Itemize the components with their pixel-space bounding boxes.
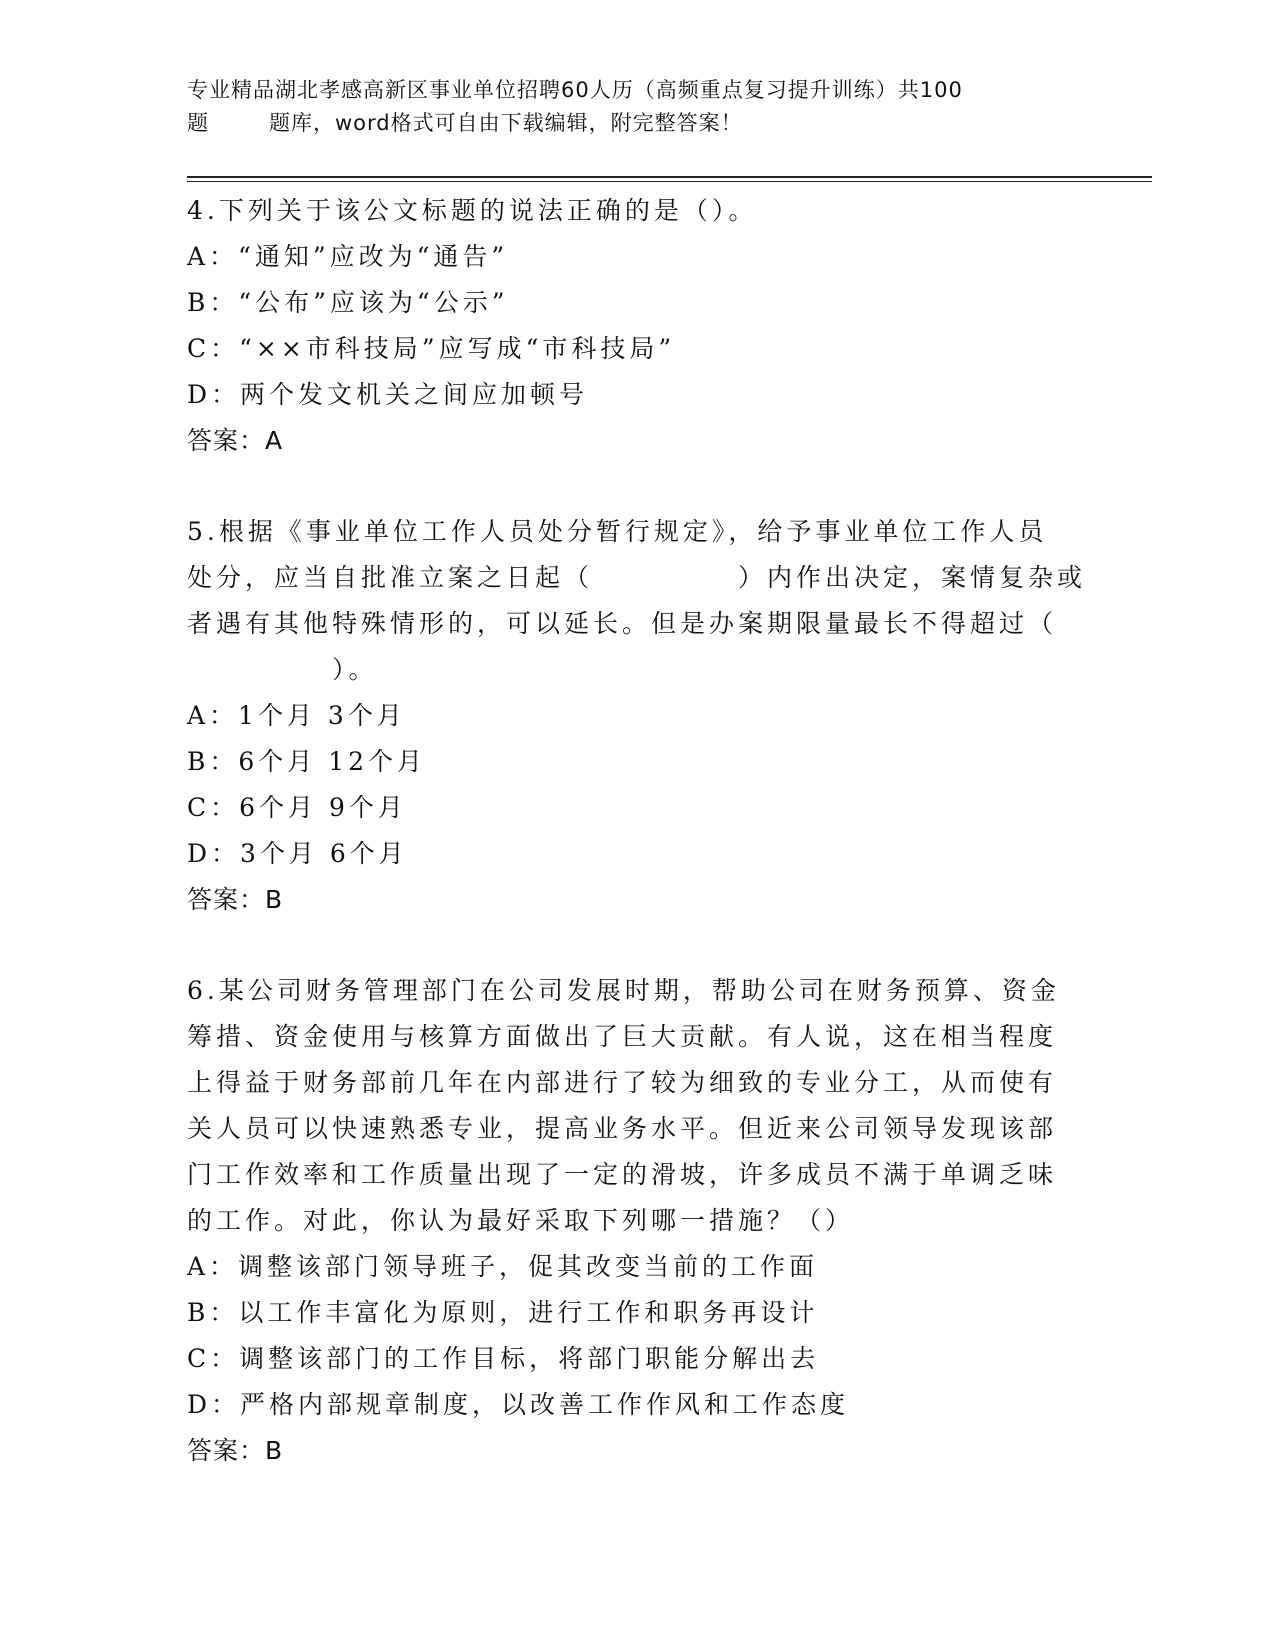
option-d: D：严格内部规章制度，以改善工作作风和工作态度 xyxy=(187,1390,850,1419)
option-a: A：调整该部门领导班子，促其改变当前的工作面 xyxy=(187,1252,819,1281)
answer: 答案：A xyxy=(187,426,284,455)
page-header xyxy=(187,74,1067,140)
question-stem: 4.下列关于该公文标题的说法正确的是（）。 xyxy=(187,196,758,225)
header-divider-thin xyxy=(187,181,1152,182)
header-divider-thick xyxy=(187,176,1152,178)
option-a: A：1个月 3个月 xyxy=(187,701,406,730)
question-6 xyxy=(187,968,1067,1474)
question-5 xyxy=(187,509,1087,923)
option-d: D：3个月 6个月 xyxy=(187,839,408,868)
question-stem-line: ）。 xyxy=(187,655,378,684)
option-b: B：“公布”应该为“公示” xyxy=(187,288,509,317)
question-4 xyxy=(187,188,1067,464)
question-stem-line: 门工作效率和工作质量出现了一定的滑坡，许多成员不满于单调乏味 xyxy=(187,1160,1058,1189)
question-stem-line: 者遇有其他特殊情形的，可以延长。但是办案期限量最长不得超过（ xyxy=(187,609,1058,638)
option-c: C：6个月 9个月 xyxy=(187,793,407,822)
option-a: A：“通知”应改为“通告” xyxy=(187,242,509,271)
option-c: C：调整该部门的工作目标，将部门职能分解出去 xyxy=(187,1344,820,1373)
option-b: B：6个月 12个月 xyxy=(187,747,427,776)
header-title-line-1: 专业精品湖北孝感高新区事业单位招聘60人历（高频重点复习提升训练）共100 xyxy=(187,78,963,102)
question-stem-line: 的工作。对此，你认为最好采取下列哪一措施？（） xyxy=(187,1206,855,1235)
header-title-line-2 xyxy=(187,107,1067,140)
question-stem-line: 处分，应当自批准立案之日起（ ）内作出决定，案情复杂或 xyxy=(187,563,1087,592)
header-title-line-2a: 题 xyxy=(187,111,209,135)
option-d: D：两个发文机关之间应加顿号 xyxy=(187,380,589,409)
question-list xyxy=(187,188,1087,1519)
question-stem-line: 上得益于财务部前几年在内部进行了较为细致的专业分工，从而使有 xyxy=(187,1068,1058,1097)
question-stem-line: 5.根据《事业单位工作人员处分暂行规定》，给予事业单位工作人员 xyxy=(187,517,1048,546)
answer: 答案：B xyxy=(187,885,284,914)
question-stem-line: 筹措、资金使用与核算方面做出了巨大贡献。有人说，这在相当程度 xyxy=(187,1022,1058,1051)
question-stem-line: 关人员可以快速熟悉专业，提高业务水平。但近来公司领导发现该部 xyxy=(187,1114,1058,1143)
option-c: C：“××市科技局”应写成“市科技局” xyxy=(187,334,676,363)
question-stem-line: 6.某公司财务管理部门在公司发展时期，帮助公司在财务预算、资金 xyxy=(187,976,1060,1005)
answer: 答案：B xyxy=(187,1436,284,1465)
header-title-line-2b: 题库，word格式可自由下载编辑，附完整答案！ xyxy=(269,111,743,135)
option-b: B：以工作丰富化为原则，进行工作和职务再设计 xyxy=(187,1298,819,1327)
